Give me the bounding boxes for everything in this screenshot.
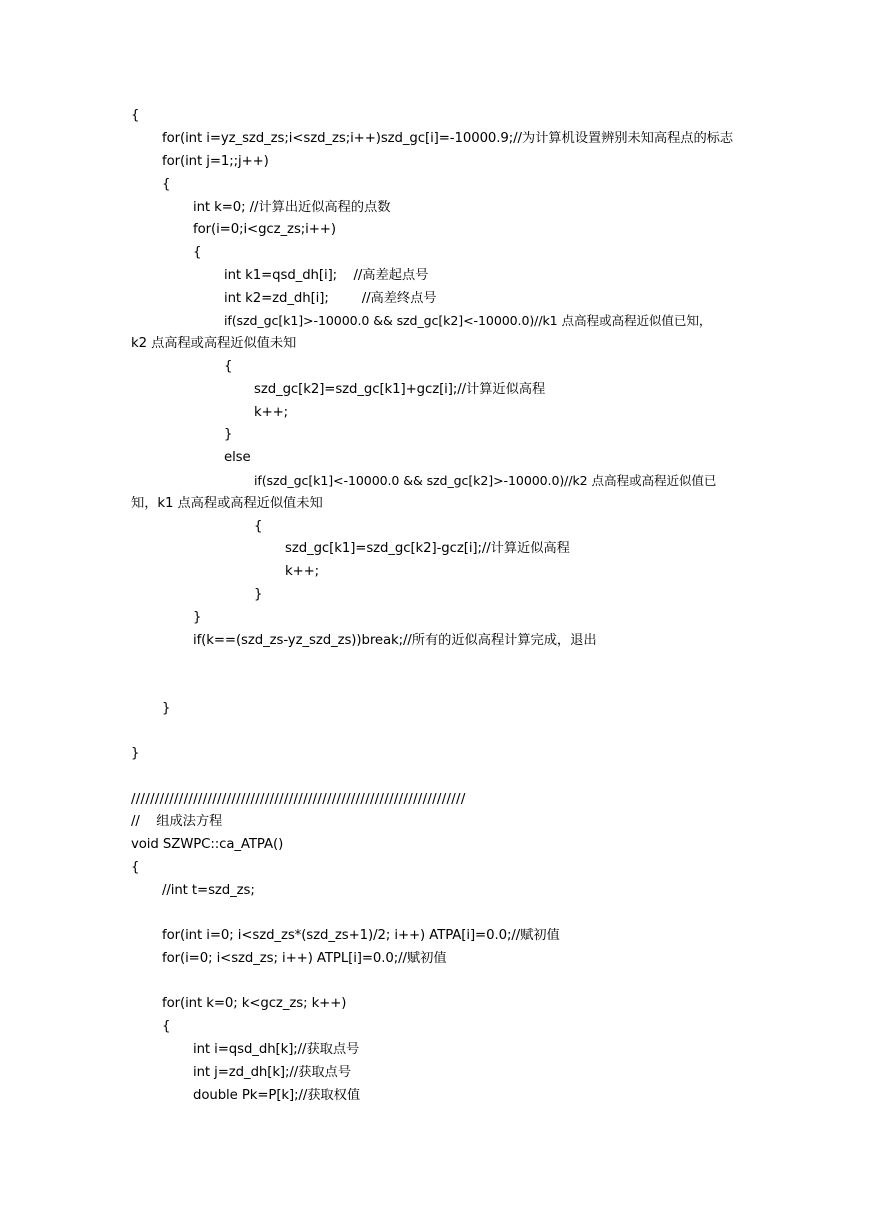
code-line: } (254, 587, 263, 602)
code-line: { (162, 177, 171, 192)
code-line: void SZWPC::ca_ATPA() (131, 837, 284, 852)
code-line: k++; (254, 405, 289, 420)
code-line: } (131, 746, 140, 761)
code-line: if(k==(szd_zs-yz_szd_zs))break;//所有的近似高程计算完成，退出 (193, 633, 597, 648)
code-line: for(int j=1;;j++) (162, 154, 269, 169)
code-line: else (224, 450, 251, 465)
code-line: int k2=zd_dh[i]; //高差终点号 (224, 291, 437, 306)
code-line: for(int k=0; k<gcz_zs; k++) (162, 996, 347, 1011)
code-line: { (131, 860, 140, 875)
code-line: for(i=0; i<szd_zs; i++) ATPL[i]=0.0;//赋初值 (162, 951, 447, 966)
code-line: //int t=szd_zs; (162, 883, 255, 898)
code-line: } (162, 701, 171, 716)
code-line: } (193, 610, 202, 625)
code-line: int j=zd_dh[k];//获取点号 (193, 1065, 351, 1080)
code-line: double Pk=P[k];//获取权值 (193, 1088, 361, 1103)
code-line-wrapped: k2 点高程或高程近似值未知 (131, 336, 297, 351)
code-line: { (193, 245, 202, 260)
code-line: int k=0; //计算出近似高程的点数 (193, 200, 391, 215)
code-line-wrapped: 知，k1 点高程或高程近似值未知 (131, 496, 323, 511)
code-line: szd_gc[k1]=szd_gc[k2]-gcz[i];//计算近似高程 (285, 541, 570, 556)
code-line: if(szd_gc[k1]<-10000.0 && szd_gc[k2]>-10000.0)//k2 点高程或高程近似值已 (254, 473, 717, 488)
code-line: szd_gc[k2]=szd_gc[k1]+gcz[i];//计算近似高程 (254, 382, 546, 397)
code-line: } (224, 427, 233, 442)
code-line: { (254, 519, 263, 534)
code-line: int i=qsd_dh[k];//获取点号 (193, 1042, 360, 1057)
code-line: { (131, 108, 140, 123)
code-line: k++; (285, 564, 320, 579)
code-line: for(int i=0; i<szd_zs*(szd_zs+1)/2; i++) ATPA[i]=0.0;//赋初值 (162, 928, 560, 943)
code-line: for(int i=yz_szd_zs;i<szd_zs;i++)szd_gc[i]=-10000.9;//为计算机设置辨别未知高程点的标志 (162, 131, 734, 146)
comment-divider: ////////////////////////////////////////////////////////////////////// (131, 792, 466, 807)
code-line: int k1=qsd_dh[i]; //高差起点号 (224, 268, 429, 283)
code-line: if(szd_gc[k1]>-10000.0 && szd_gc[k2]<-10000.0)//k1 点高程或高程近似值已知， (224, 313, 712, 328)
code-line: { (162, 1019, 171, 1034)
section-comment: // 组成法方程 (131, 814, 223, 829)
code-line: for(i=0;i<gcz_zs;i++) (193, 222, 336, 237)
code-line: { (224, 359, 233, 374)
